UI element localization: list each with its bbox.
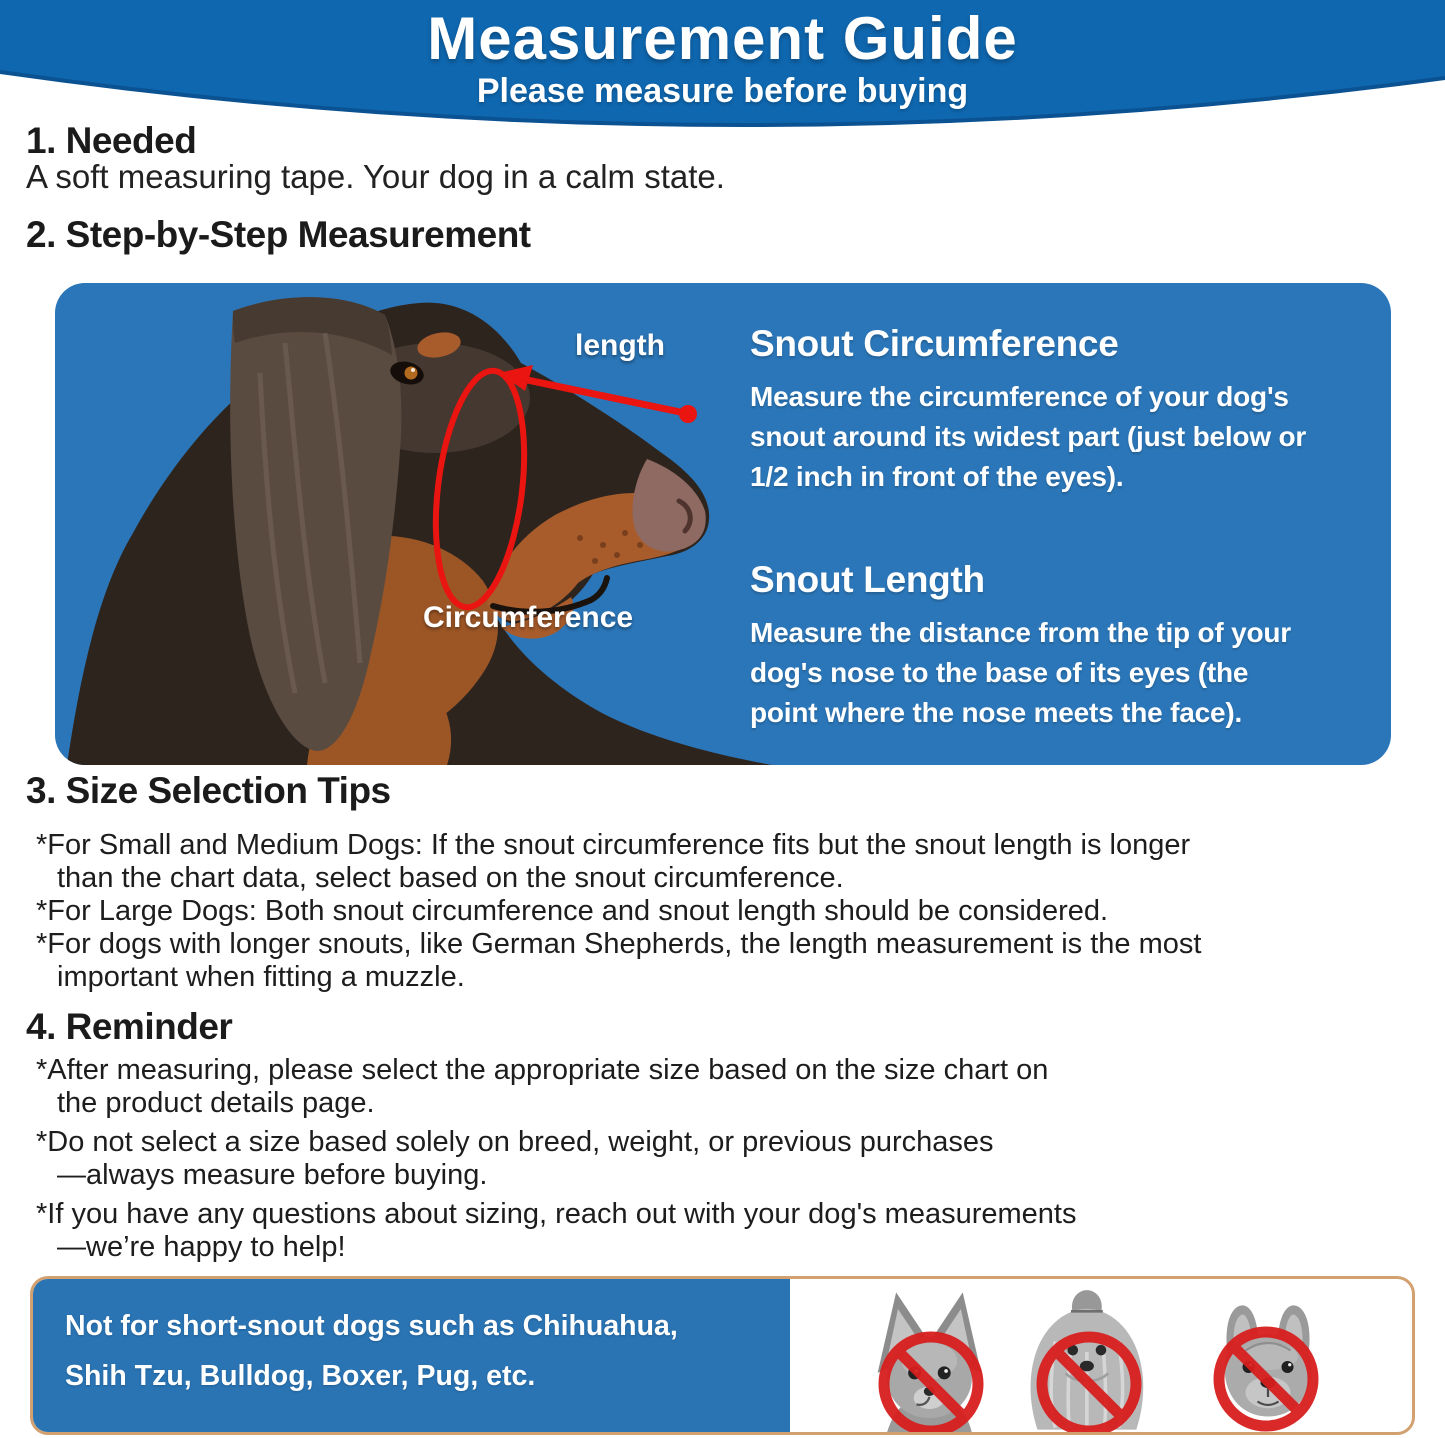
tip-item-line: important when fitting a muzzle. <box>57 961 465 993</box>
reminder-item <box>36 1126 1076 1192</box>
needed-body-text: A soft measuring tape. Your dog in a calm state. <box>26 158 725 195</box>
reminder-item-line: *If you have any questions about sizing, reach out with your dog's measurements <box>36 1198 1077 1230</box>
tip-item-line: *For Large Dogs: Both snout circumference and snout length should be considered. <box>36 895 1109 927</box>
section-heading-needed: 1. Needed <box>26 120 197 161</box>
reminder-item <box>36 1054 1076 1120</box>
tip-item-line: *For Small and Medium Dogs: If the snout circumference fits but the snout length is longer <box>36 829 1191 861</box>
snout-circumference-text-line: 1/2 inch in front of the eyes). <box>750 461 1124 492</box>
warning-blue-panel <box>33 1279 790 1432</box>
warning-banner <box>30 1276 1415 1435</box>
snout-length-text-line: point where the nose meets the face). <box>750 697 1243 728</box>
warning-text-line: Not for short-snout dogs such as Chihuahua, <box>65 1310 678 1342</box>
reminder-item-line: *Do not select a size based solely on breed, weight, or previous purchases <box>36 1126 994 1158</box>
snout-circumference-heading: Snout Circumference <box>750 323 1119 364</box>
reminder-item-line: *After measuring, please select the appropriate size based on the size chart on <box>36 1054 1049 1086</box>
snout-circumference-paragraph <box>750 377 1391 497</box>
reminder-item-line: the product details page. <box>57 1087 375 1119</box>
reminder-item-line: —always measure before buying. <box>57 1159 488 1191</box>
warning-text-line: Shih Tzu, Bulldog, Boxer, Pug, etc. <box>65 1360 536 1392</box>
reminder-item <box>36 1198 1076 1264</box>
circumference-label: Circumference <box>423 601 634 634</box>
no-symbol-icon <box>1029 1324 1149 1435</box>
tips-list <box>36 829 1201 994</box>
page-title: Measurement Guide <box>427 5 1018 72</box>
measurement-diagram-panel <box>55 283 1391 765</box>
snout-length-text-line: dog's nose to the base of its eyes (the <box>750 657 1249 688</box>
doberman-head-illustration <box>55 283 795 765</box>
page-subtitle: Please measure before buying <box>476 72 969 110</box>
tip-item-line: than the chart data, select based on the snout circumference. <box>57 862 844 894</box>
snout-length-text-line: Measure the distance from the tip of your <box>750 617 1291 648</box>
snout-length-heading: Snout Length <box>750 559 985 600</box>
snout-circumference-text-line: Measure the circumference of your dog's <box>750 381 1289 412</box>
section-heading-tips: 3. Size Selection Tips <box>26 770 391 811</box>
no-symbol-icon <box>871 1324 991 1435</box>
section-heading-reminder: 4. Reminder <box>26 1006 233 1047</box>
reminder-list <box>36 1054 1076 1270</box>
no-symbol-icon <box>1206 1319 1326 1435</box>
section-heading-steps: 2. Step-by-Step Measurement <box>26 214 531 255</box>
length-label: length <box>575 329 665 362</box>
dog-nose <box>632 459 705 552</box>
snout-length-paragraph <box>750 613 1391 733</box>
reminder-item-line: —we’re happy to help! <box>57 1231 346 1263</box>
snout-circumference-text-line: snout around its widest part (just below or <box>750 421 1307 452</box>
tip-item-line: *For dogs with longer snouts, like German Shepherds, the length measurement is the most <box>36 928 1202 960</box>
